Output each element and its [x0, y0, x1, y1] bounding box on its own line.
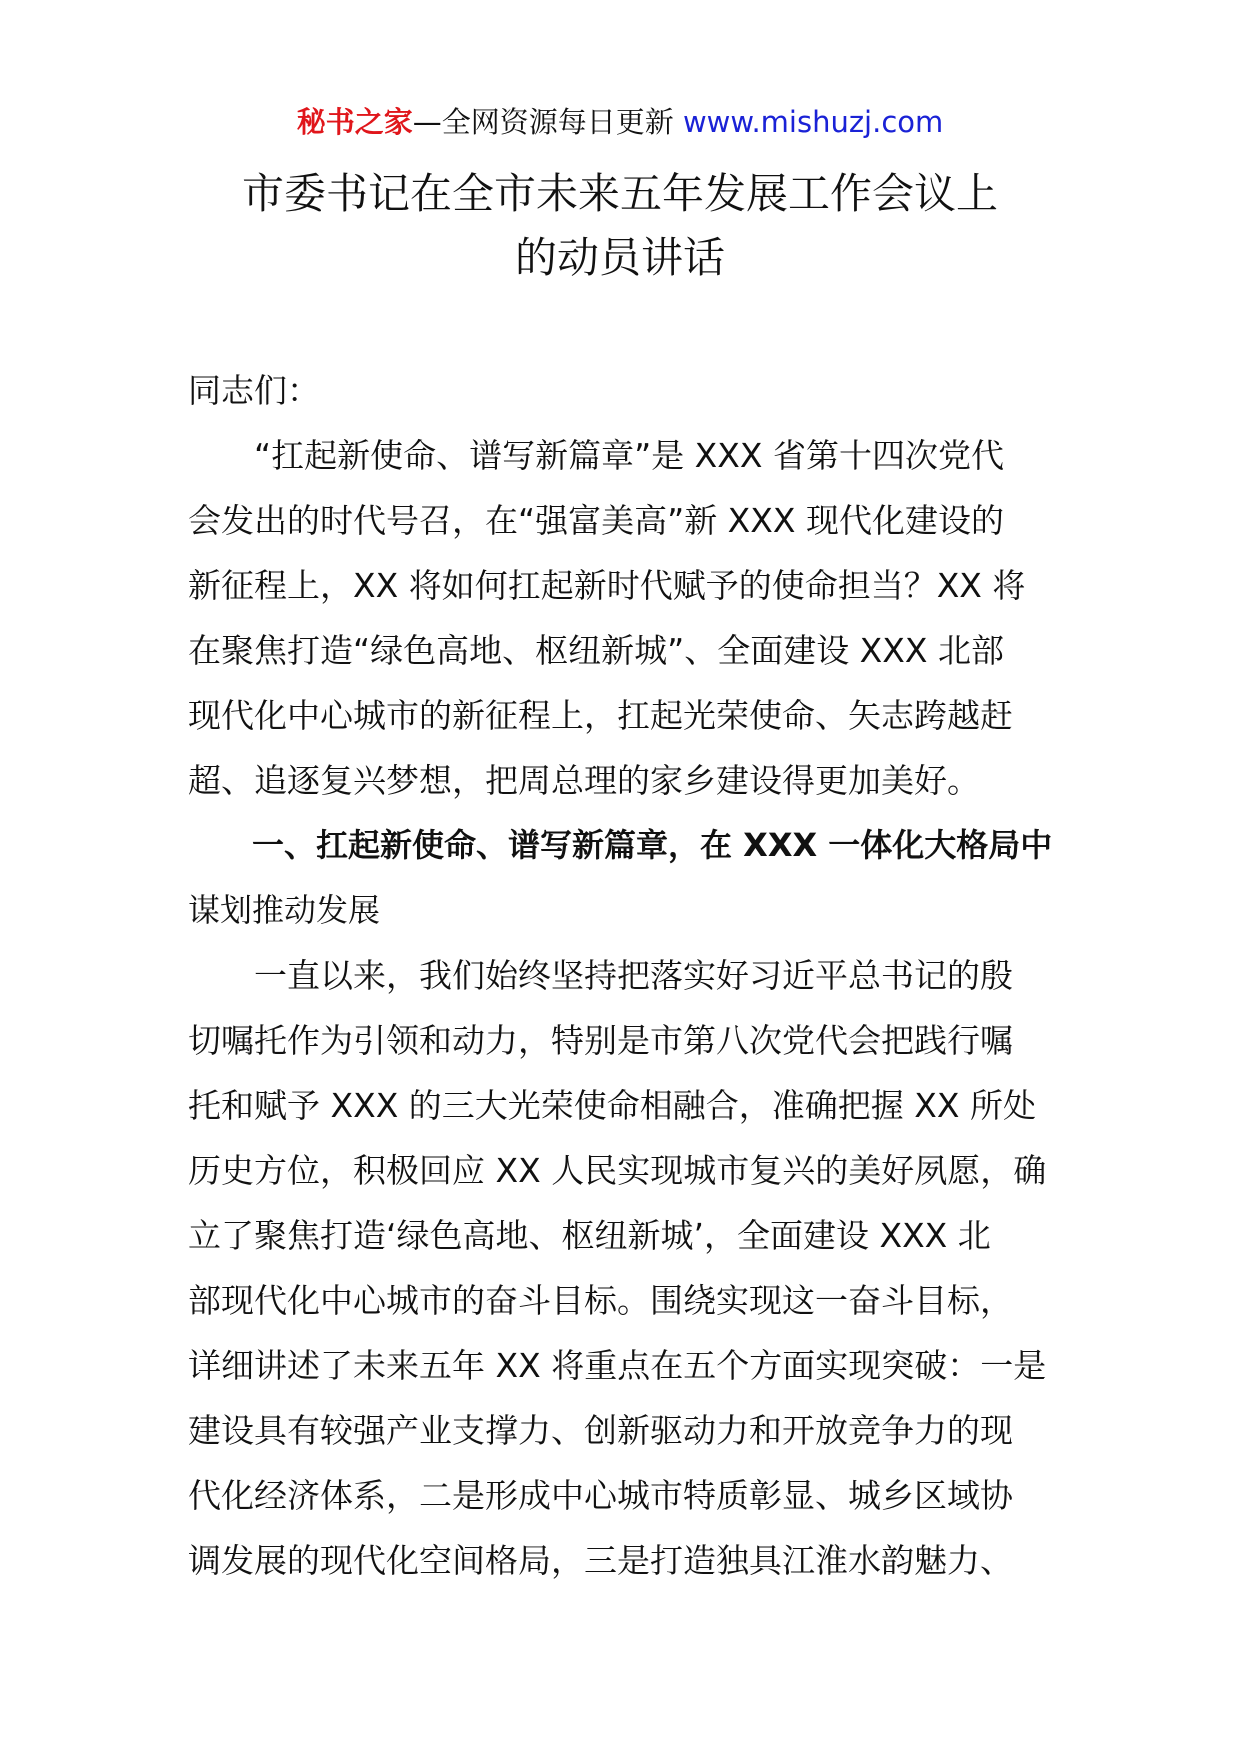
- paragraph-line: 在聚焦打造“绿色高地、枢纽新城”、全面建设 XXX 北部: [188, 631, 1004, 670]
- section-heading-1: [188, 813, 1052, 943]
- paragraph-line: “扛起新使命、谱写新篇章”是 XXX 省第十四次党代: [188, 436, 1004, 475]
- site-brand: 秘书之家: [296, 105, 413, 139]
- paragraph-line: 托和赋予 XXX 的三大光荣使命相融合，准确把握 XX 所处: [188, 1086, 1036, 1125]
- paragraph-line: 立了聚焦打造‘绿色高地、枢纽新城’，全面建设 XXX 北: [188, 1216, 991, 1255]
- salutation: 同志们：: [188, 371, 320, 410]
- paragraph-line: 一直以来，我们始终坚持把落实好习近平总书记的殷: [188, 956, 1013, 995]
- section-heading-line: 一、扛起新使命、谱写新篇章，在 XXX 一体化大格局中: [188, 826, 1052, 864]
- paragraph-line: 切嘱托作为引领和动力，特别是市第八次党代会把践行嘱: [188, 1021, 1013, 1060]
- site-url-link[interactable]: www.mishuzj.com: [682, 105, 944, 139]
- paragraph-line: 超、追逐复兴梦想，把周总理的家乡建设得更加美好。: [188, 761, 980, 800]
- site-header: [0, 100, 1240, 144]
- paragraph-line: 新征程上，XX 将如何扛起新时代赋予的使命担当？XX 将: [188, 566, 1026, 605]
- paragraph-line: 详细讲述了未来五年 XX 将重点在五个方面实现突破：一是: [188, 1346, 1047, 1385]
- document-body: [188, 358, 1052, 1593]
- paragraph-line: 现代化中心城市的新征程上，扛起光荣使命、矢志跨越赶: [188, 696, 1013, 735]
- site-tagline: —全网资源每日更新: [412, 105, 683, 139]
- paragraph-line: 代化经济体系，二是形成中心城市特质彰显、城乡区域协: [188, 1476, 1013, 1515]
- paragraph-line: 历史方位，积极回应 XX 人民实现城市复兴的美好夙愿，确: [188, 1151, 1047, 1190]
- section-heading-line: 谋划推动发展: [188, 891, 381, 929]
- paragraph-line: 会发出的时代号召，在“强富美高”新 XXX 现代化建设的: [188, 501, 1004, 540]
- paragraph-line: 调发展的现代化空间格局，三是打造独具江淮水韵魅力、: [188, 1541, 1013, 1580]
- paragraph-line: 建设具有较强产业支撑力、创新驱动力和开放竞争力的现: [188, 1411, 1013, 1450]
- document-title-line-1: 市委书记在全市未来五年发展工作会议上: [241, 169, 998, 218]
- document-title: [120, 162, 1120, 290]
- paragraph-1: [188, 423, 1052, 813]
- paragraph-line: 部现代化中心城市的奋斗目标。围绕实现这一奋斗目标，: [188, 1281, 1013, 1320]
- document-title-line-2: 的动员讲话: [514, 233, 725, 282]
- paragraph-2: [188, 943, 1052, 1593]
